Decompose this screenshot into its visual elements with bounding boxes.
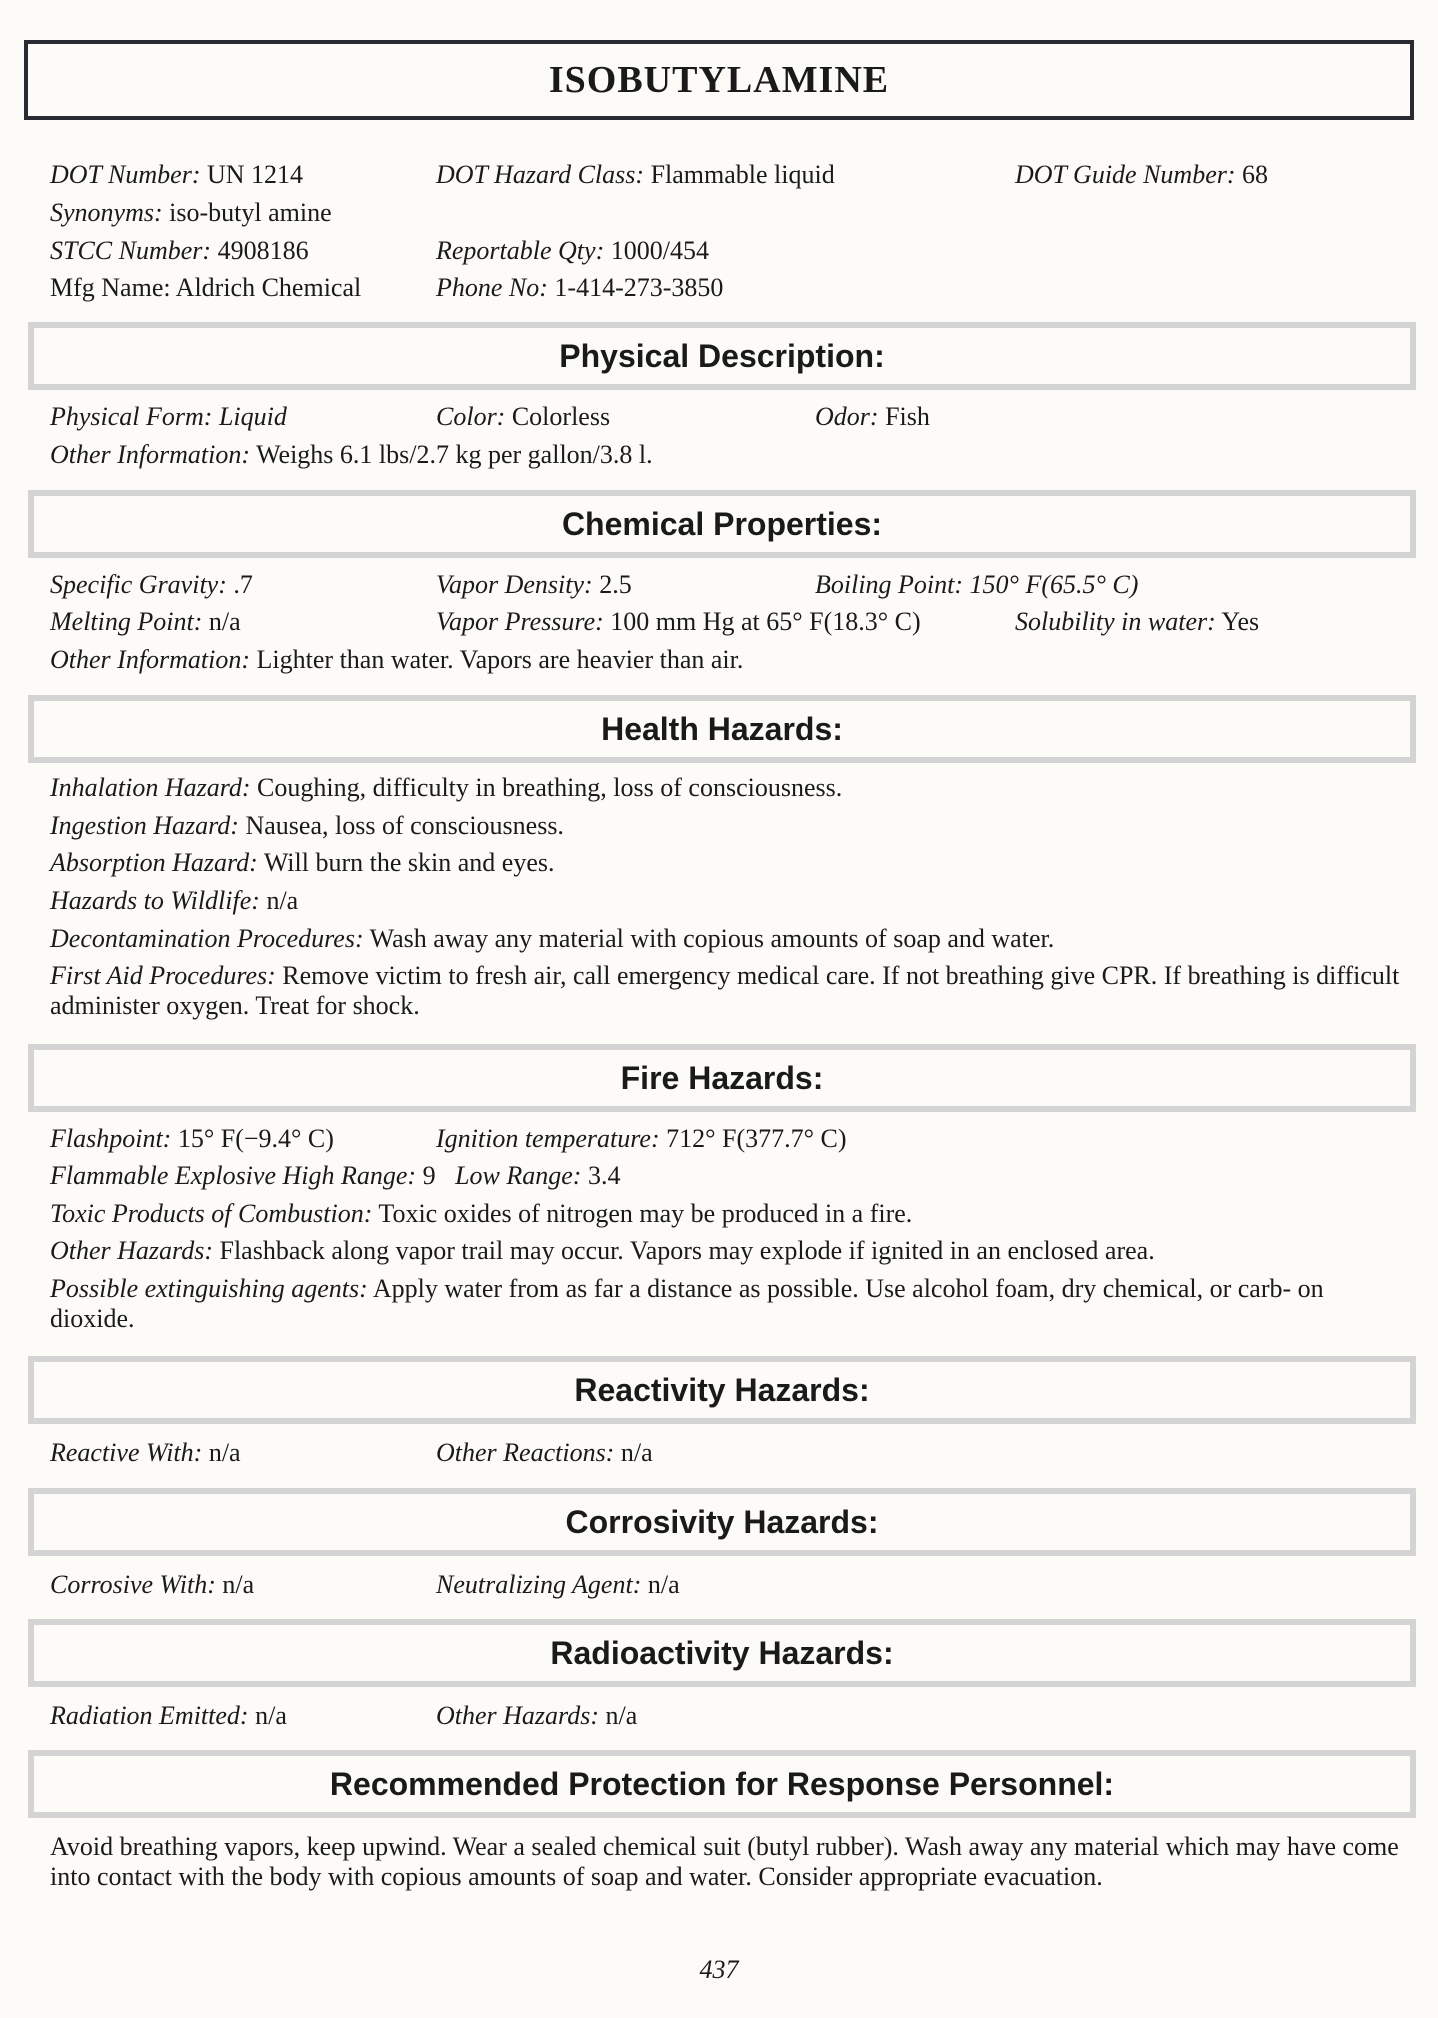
flashpoint-field <box>50 1124 334 1154</box>
section-heading: Corrosivity Hazards: <box>565 1503 879 1540</box>
radiation-emitted-value: n/a <box>255 1701 287 1730</box>
low-range-label: Low Range: <box>455 1161 582 1190</box>
flashpoint-label: Flashpoint: <box>50 1124 172 1153</box>
corrosive-with-field <box>50 1570 254 1600</box>
first-aid-field <box>50 961 1406 1021</box>
ignition-label: Ignition temperature: <box>436 1124 660 1153</box>
decontamination-value: Wash away any material with copious amounts of soap and water. <box>369 924 1055 953</box>
extinguishing-label: Possible extinguishing agents: <box>50 1274 368 1303</box>
guide-number-label: DOT Guide Number: <box>1015 160 1236 189</box>
wildlife-value: n/a <box>266 886 299 915</box>
dot-number-value: UN 1214 <box>206 160 304 189</box>
other-reactions-label: Other Reactions: <box>436 1438 615 1467</box>
extinguishing-value: Apply water from as far a distance as possible. Use alcohol foam, dry chemical, or carb- on dioxide. <box>50 1274 1324 1333</box>
hazard-class-value: Flammable liquid <box>650 160 835 189</box>
physical-other-info <box>50 440 653 470</box>
absorption-value: Will burn the skin and eyes. <box>263 848 555 877</box>
neutralizing-agent-label: Neutralizing Agent: <box>436 1570 642 1599</box>
ignition-temperature-field <box>436 1124 847 1154</box>
physical-form-value: Liquid <box>218 402 287 431</box>
solubility-label: Solubility in water: <box>1015 607 1216 636</box>
dot-number-field <box>50 160 303 190</box>
odor-field <box>815 402 930 432</box>
title-box <box>24 40 1414 120</box>
stcc-field <box>50 236 309 266</box>
section-radioactivity-hazards <box>28 1619 1416 1687</box>
synonyms-value: iso-butyl amine <box>169 198 332 227</box>
color-value: Colorless <box>511 402 611 431</box>
ignition-value: 712° F(377.7° C) <box>666 1124 847 1153</box>
page-number: 437 <box>699 1955 739 1984</box>
boiling-point-value: 150° F(65.5° C) <box>969 570 1139 599</box>
explosive-range-field <box>50 1161 620 1191</box>
reactive-with-field <box>50 1438 241 1468</box>
high-range-label: Flammable Explosive High Range: <box>50 1161 417 1190</box>
section-fire-hazards <box>28 1044 1416 1112</box>
fire-other-hazards-field <box>50 1236 1155 1266</box>
melting-point-field <box>50 607 241 637</box>
section-heading: Radioactivity Hazards: <box>550 1634 894 1671</box>
color-field <box>436 402 610 432</box>
chemical-other-value: Lighter than water. Vapors are heavier than air. <box>256 645 744 674</box>
decontamination-label: Decontamination Procedures: <box>50 924 364 953</box>
section-heading: Health Hazards: <box>601 710 843 747</box>
physical-other-label: Other Information: <box>50 440 251 469</box>
synonyms-label: Synonyms: <box>50 198 163 227</box>
melting-point-label: Melting Point: <box>50 607 203 636</box>
physical-form-field <box>50 402 287 432</box>
ingestion-value: Nausea, loss of consciousness. <box>245 811 564 840</box>
stcc-label: STCC Number: <box>50 236 212 265</box>
section-corrosivity-hazards <box>28 1488 1416 1556</box>
specific-gravity-label: Specific Gravity: <box>50 570 227 599</box>
document-title: ISOBUTYLAMINE <box>548 59 890 101</box>
guide-number-value: 68 <box>1242 160 1269 189</box>
reportable-qty-field <box>436 236 709 266</box>
phone-label: Phone No: <box>436 273 548 302</box>
toxic-products-label: Toxic Products of Combustion: <box>50 1199 373 1228</box>
toxic-products-value: Toxic oxides of nitrogen may be produced in a fire. <box>378 1199 913 1228</box>
ingestion-label: Ingestion Hazard: <box>50 811 239 840</box>
radiation-emitted-label: Radiation Emitted: <box>50 1701 249 1730</box>
boiling-point-field <box>815 570 1138 600</box>
radio-other-label: Other Hazards: <box>436 1701 599 1730</box>
radio-other-value: n/a <box>605 1701 638 1730</box>
high-range-value: 9 <box>422 1161 436 1190</box>
section-heading: Fire Hazards: <box>620 1059 824 1096</box>
vapor-pressure-label: Vapor Pressure: <box>436 607 604 636</box>
vapor-density-label: Vapor Density: <box>436 570 593 599</box>
chemical-other-info <box>50 645 743 675</box>
other-reactions-value: n/a <box>620 1438 653 1467</box>
reactive-with-value: n/a <box>208 1438 241 1467</box>
fire-other-label: Other Hazards: <box>50 1236 213 1265</box>
fire-other-value: Flashback along vapor trail may occur. Vapors may explode if ignited in an enclosed area. <box>219 1236 1155 1265</box>
specific-gravity-field <box>50 570 253 600</box>
first-aid-value: Remove victim to fresh air, call emergency medical care. If not breathing give CPR. If breathing is difficult administer oxygen. Treat for shock. <box>50 961 1400 1020</box>
color-label: Color: <box>436 402 506 431</box>
hazard-class-label: DOT Hazard Class: <box>436 160 645 189</box>
section-chemical-properties <box>28 490 1416 558</box>
first-aid-label: First Aid Procedures: <box>50 961 276 990</box>
section-heading: Chemical Properties: <box>561 505 883 542</box>
physical-other-value: Weighs 6.1 lbs/2.7 kg per gallon/3.8 l. <box>256 440 653 469</box>
reportable-qty-label: Reportable Qty: <box>436 236 605 265</box>
solubility-value: Yes <box>1221 607 1260 636</box>
specific-gravity-value: .7 <box>233 570 253 599</box>
wildlife-hazard-field <box>50 886 298 916</box>
guide-number-field <box>1015 160 1268 190</box>
section-heading: Recommended Protection for Response Personnel: <box>329 1765 1115 1802</box>
physical-form-label: Physical Form: <box>50 402 213 431</box>
vapor-pressure-field <box>436 607 921 637</box>
phone-value: 1-414-273-3850 <box>554 273 724 302</box>
mfg-name-label: Mfg Name: <box>50 273 171 302</box>
section-recommended-protection <box>28 1750 1416 1818</box>
reportable-qty-value: 1000/454 <box>610 236 709 265</box>
section-health-hazards <box>28 695 1416 763</box>
ingestion-hazard-field <box>50 811 564 841</box>
stcc-value: 4908186 <box>217 236 309 265</box>
section-reactivity-hazards <box>28 1356 1416 1424</box>
boiling-point-label: Boiling Point: <box>815 570 964 599</box>
dot-number-label: DOT Number: <box>50 160 201 189</box>
extinguishing-agents-field <box>50 1274 1406 1334</box>
absorption-hazard-field <box>50 848 554 878</box>
mfg-name-field <box>50 273 361 303</box>
phone-field <box>436 273 723 303</box>
decontamination-field <box>50 924 1054 954</box>
neutralizing-agent-value: n/a <box>647 1570 680 1599</box>
flashpoint-value: 15° F(−9.4° C) <box>177 1124 334 1153</box>
corrosive-with-value: n/a <box>222 1570 255 1599</box>
other-reactions-field <box>436 1438 653 1468</box>
inhalation-label: Inhalation Hazard: <box>50 773 251 802</box>
low-range-value: 3.4 <box>587 1161 621 1190</box>
odor-value: Fish <box>885 402 930 431</box>
corrosive-with-label: Corrosive With: <box>50 1570 216 1599</box>
vapor-density-value: 2.5 <box>599 570 632 599</box>
radio-other-hazards-field <box>436 1701 637 1731</box>
section-heading: Physical Description: <box>559 337 885 374</box>
hazard-class-field <box>436 160 835 190</box>
radiation-emitted-field <box>50 1701 287 1731</box>
odor-label: Odor: <box>815 402 879 431</box>
wildlife-label: Hazards to Wildlife: <box>50 886 260 915</box>
vapor-density-field <box>436 570 632 600</box>
reactive-with-label: Reactive With: <box>50 1438 203 1467</box>
neutralizing-agent-field <box>436 1570 680 1600</box>
chemical-other-label: Other Information: <box>50 645 251 674</box>
vapor-pressure-value: 100 mm Hg at 65° F(18.3° C) <box>610 607 921 636</box>
synonyms-field <box>50 198 332 228</box>
melting-point-value: n/a <box>208 607 241 636</box>
absorption-label: Absorption Hazard: <box>50 848 258 877</box>
protection-text <box>50 1832 1406 1892</box>
inhalation-value: Coughing, difficulty in breathing, loss of consciousness. <box>257 773 843 802</box>
mfg-name-value: Aldrich Chemical <box>175 273 362 302</box>
protection-value: Avoid breathing vapors, keep upwind. Wear a sealed chemical suit (butyl rubber). Wash away any material which may have come into contact with the body with copious amounts of soap and water. Consider appropriate evacuation. <box>50 1832 1399 1891</box>
solubility-field <box>1015 607 1259 637</box>
section-heading: Reactivity Hazards: <box>574 1371 870 1408</box>
section-physical-description <box>28 322 1416 390</box>
inhalation-hazard-field <box>50 773 842 803</box>
toxic-products-field <box>50 1199 912 1229</box>
